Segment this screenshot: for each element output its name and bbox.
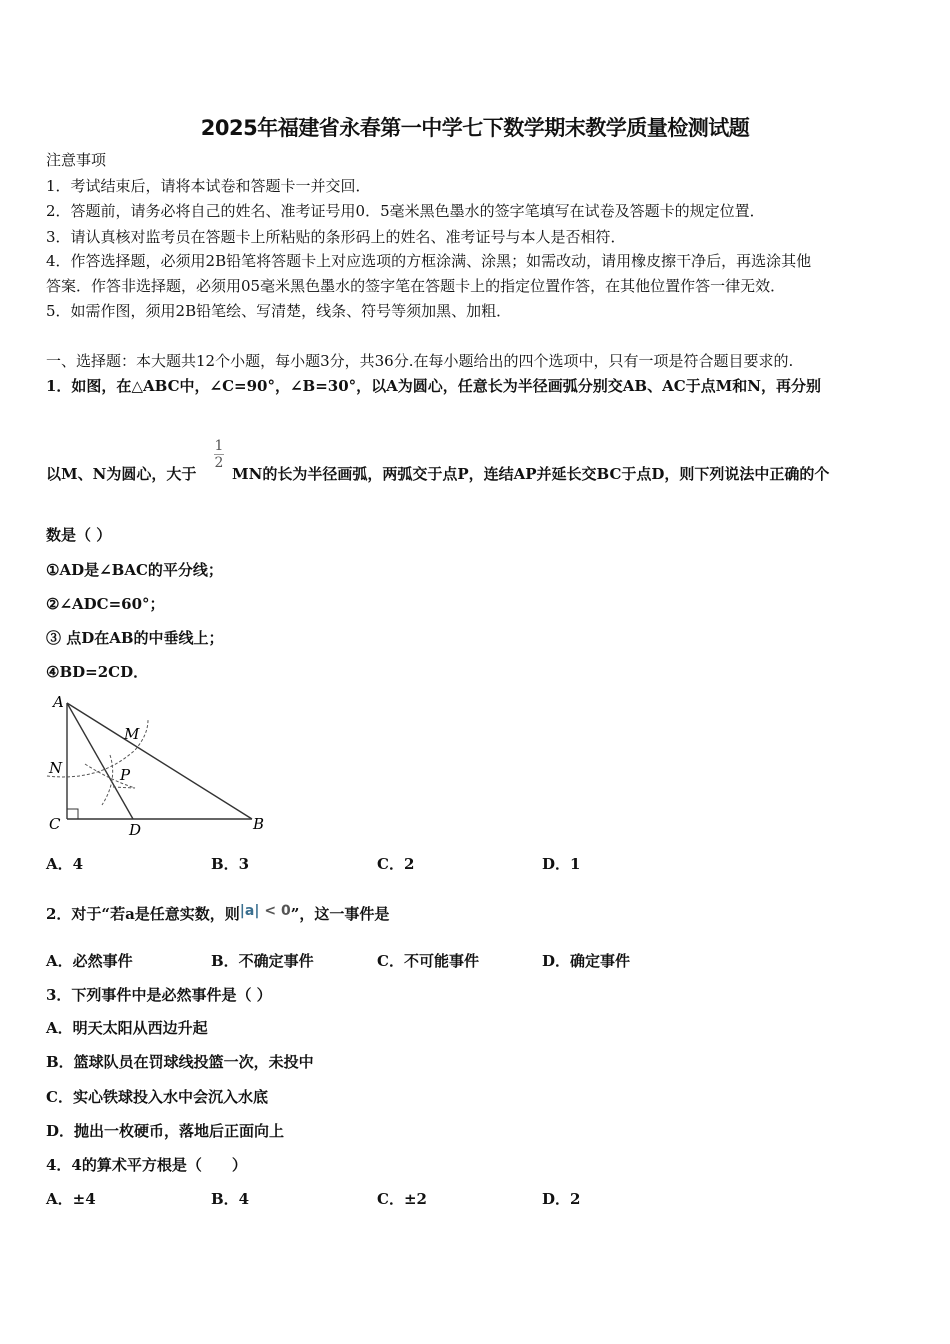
- q1-statement: ②∠ADC=60°；: [46, 595, 165, 613]
- q4-option-b: B．4: [211, 1190, 250, 1208]
- page-title: 2025年福建省永春第一中学七下数学期末教学质量检测试题: [200, 116, 750, 140]
- q1-statement: ④BD=2CD．: [46, 663, 149, 681]
- notice-item: 3．请认真核对监考员在答题卡上所粘贴的条形码上的姓名、准考证号与本人是否相符．: [46, 228, 626, 246]
- q1-option-d: D．1: [542, 855, 581, 873]
- math-less-zero: < 0: [259, 903, 291, 919]
- q2-pre: 2．对于“若a是任意实数，则: [46, 905, 240, 923]
- q3-option-a: A．明天太阳从西边升起: [46, 1019, 208, 1037]
- label-p: P: [120, 766, 131, 784]
- notice-item: 5．如需作图，须用2B铅笔绘、写清楚，线条、符号等须加黑、加粗．: [46, 302, 512, 320]
- section-heading: 一、选择题：本大题共12个小题，每小题3分，共36分.在每小题给出的四个选项中，只有一项是符合题目要求的.: [46, 352, 794, 370]
- label-a: A: [53, 693, 64, 711]
- q2-option-b: B．不确定事件: [211, 952, 314, 970]
- frac-denominator: 2: [214, 455, 224, 471]
- q1-line2-pre: 以M、N为圆心，大于: [46, 465, 197, 483]
- q3-option-d: D．抛出一枚硬币，落地后正面向上: [46, 1122, 285, 1140]
- q2-option-a: A．必然事件: [46, 952, 133, 970]
- notice-item: 4．作答选择题，必须用2B铅笔将答题卡上对应选项的方框涂满、涂黑；如需改动，请用橡皮擦干净后，再选涂其他: [46, 252, 812, 270]
- fraction-one-half: [214, 438, 224, 471]
- triangle-figure: [40, 690, 280, 840]
- q1-option-c: C．2: [377, 855, 415, 873]
- notice-item: 2．答题前，请务必将自己的姓名、准考证号用0．5毫米黑色墨水的签字笔填写在试卷及答题卡的规定位置．: [46, 202, 765, 220]
- right-angle-mark: [67, 809, 78, 819]
- notice-item: 1．考试结束后，请将本试卷和答题卡一并交回．: [46, 177, 371, 195]
- q3-option-c: C．实心铁球投入水中会沉入水底: [46, 1088, 268, 1106]
- q1-line1: 1．如图，在△ABC中，∠C=90°，∠B=30°，以A为圆心，任意长为半径画弧分别交AB、AC于点M和N，再分别: [46, 377, 821, 395]
- q1-statement: ①AD是∠BAC的平分线；: [46, 561, 223, 579]
- math-abs-a: |a|: [239, 903, 260, 919]
- q2-option-d: D．确定事件: [542, 952, 631, 970]
- label-m: M: [124, 725, 140, 743]
- label-c: C: [49, 815, 61, 833]
- q2-option-c: C．不可能事件: [377, 952, 479, 970]
- q1-option-b: B．3: [211, 855, 250, 873]
- label-b: B: [253, 815, 265, 833]
- q3-stem: 3．下列事件中是必然事件是（ ）: [46, 986, 272, 1004]
- notice-heading: 注意事项: [46, 151, 107, 169]
- line-ad: [67, 703, 133, 819]
- label-d: D: [129, 821, 142, 839]
- q4-option-d: D．2: [542, 1190, 581, 1208]
- q2-stem: [46, 901, 389, 924]
- q4-option-a: A．±4: [46, 1190, 96, 1208]
- notice-item: 答案．作答非选择题，必须用05毫米黑色墨水的签字笔在答题卡上的指定位置作答，在其他位置作答一律无效．: [46, 277, 786, 295]
- frac-numerator: 1: [214, 438, 224, 454]
- q3-option-b: B．篮球队员在罚球线投篮一次，未投中: [46, 1053, 314, 1071]
- q4-stem: 4．4的算术平方根是（ ）: [46, 1156, 247, 1174]
- side-ab: [67, 703, 252, 819]
- q4-option-c: C．±2: [377, 1190, 427, 1208]
- q1-statement: ③ 点D在AB的中垂线上；: [46, 629, 224, 647]
- q2-post: ”，这一事件是: [290, 905, 390, 923]
- label-n: N: [49, 759, 63, 777]
- q1-option-a: A．4: [46, 855, 84, 873]
- q1-line2-post: MN的长为半径画弧，两弧交于点P，连结AP并延长交BC于点D，则下列说法中正确的个: [232, 465, 830, 483]
- q1-line3: 数是（ ）: [46, 526, 112, 544]
